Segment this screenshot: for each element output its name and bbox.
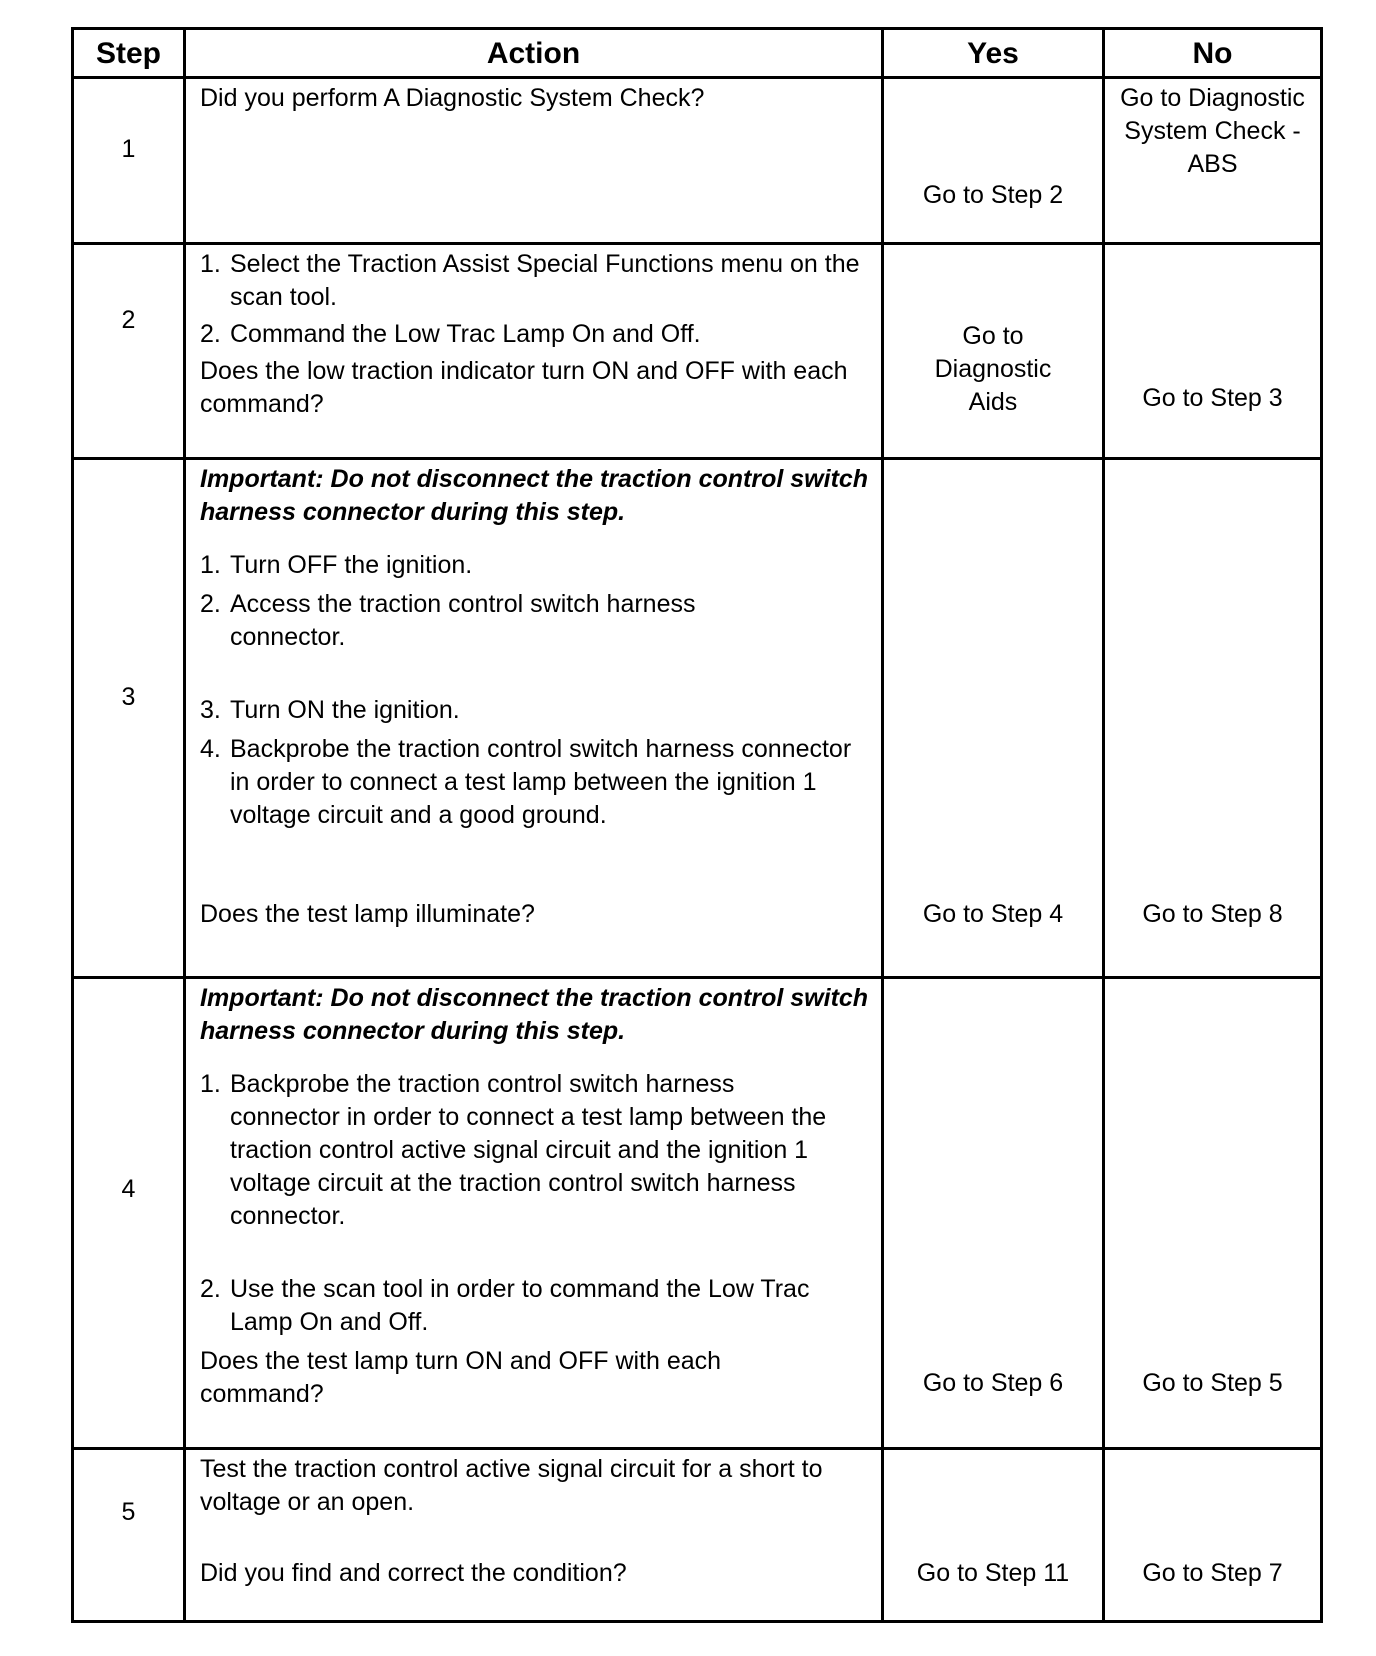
row-divider: [74, 1447, 1320, 1450]
step-number: 4: [121, 1174, 136, 1203]
action-item: Backprobe the traction control switch harness connector in order to connect a test lamp between the traction control active signal circuit and the ignition 1 voltage circuit at the traction control switch harness connector.: [230, 1070, 827, 1230]
question: Does the test lamp turn ON and OFF with each command?: [200, 1347, 722, 1408]
action-cell: [186, 248, 881, 421]
item-number: 1.: [200, 1070, 221, 1098]
yes-cell: Go to Step 2: [922, 181, 1064, 209]
question: Did you find and correct the condition?: [200, 1559, 627, 1587]
item-number: 4.: [200, 735, 221, 763]
action-item: Turn ON the ignition.: [230, 696, 460, 724]
header-action: Action: [486, 36, 581, 70]
row-divider: [74, 242, 1320, 245]
yes-cell: Go to Step 6: [922, 1369, 1064, 1397]
item-number: 3.: [200, 696, 221, 724]
item-number: 1.: [200, 250, 221, 278]
header-no: No: [1192, 36, 1233, 70]
row-divider: [74, 976, 1320, 979]
no-cell: Go to Diagnostic System Check - ABS: [1120, 84, 1305, 178]
action-item: Backprobe the traction control switch harness connector in order to connect a test lamp between the ignition 1 voltage circuit and a good ground.: [230, 735, 852, 829]
header-step: Step: [95, 36, 161, 70]
yes-cell: Go to Step 11: [916, 1559, 1070, 1587]
no-cell: Go to Step 7: [1142, 1559, 1283, 1587]
question: Did you perform A Diagnostic System Check?: [200, 84, 705, 112]
action-item: Select the Traction Assist Special Functions menu on the scan tool.: [230, 250, 860, 311]
item-number: 2.: [200, 590, 221, 618]
question: Does the low traction indicator turn ON and OFF with each command?: [200, 357, 848, 418]
step-number: 1: [121, 134, 136, 163]
action-item: Turn OFF the ignition.: [230, 551, 473, 579]
no-cell: Go to Step 5: [1142, 1369, 1283, 1397]
yes-cell: Go to Step 4: [922, 900, 1064, 928]
diagnostic-table: [71, 27, 1323, 1623]
yes-cell: Go to Diagnostic Aids: [934, 322, 1052, 416]
item-number: 1.: [200, 551, 221, 579]
question: Does the test lamp illuminate?: [200, 900, 535, 928]
important-note: Important: Do not disconnect the traction control switch harness connector during this step.: [200, 984, 869, 1045]
step-number: 5: [121, 1498, 136, 1526]
step-number: 2: [121, 305, 136, 334]
statement: Test the traction control active signal circuit for a short to voltage or an open.: [200, 1455, 823, 1516]
header-yes: Yes: [967, 36, 1019, 70]
important-note: Important: Do not disconnect the traction control switch harness connector during this step.: [200, 465, 869, 526]
action-cell: [186, 463, 881, 832]
action-item: Access the traction control switch harness connector.: [230, 590, 696, 651]
no-cell: Go to Step 8: [1142, 900, 1283, 928]
action-item: Use the scan tool in order to command the Low Trac Lamp On and Off.: [230, 1275, 810, 1336]
row-divider: [74, 76, 1320, 79]
item-number: 2.: [200, 320, 221, 348]
action-cell: [186, 82, 881, 242]
action-cell: [186, 982, 881, 1411]
step-number: 3: [121, 683, 136, 711]
row-divider: [74, 457, 1320, 460]
action-item: Command the Low Trac Lamp On and Off.: [230, 320, 701, 348]
action-cell: [186, 1453, 881, 1519]
item-number: 2.: [200, 1275, 221, 1303]
no-cell: Go to Step 3: [1142, 384, 1283, 412]
